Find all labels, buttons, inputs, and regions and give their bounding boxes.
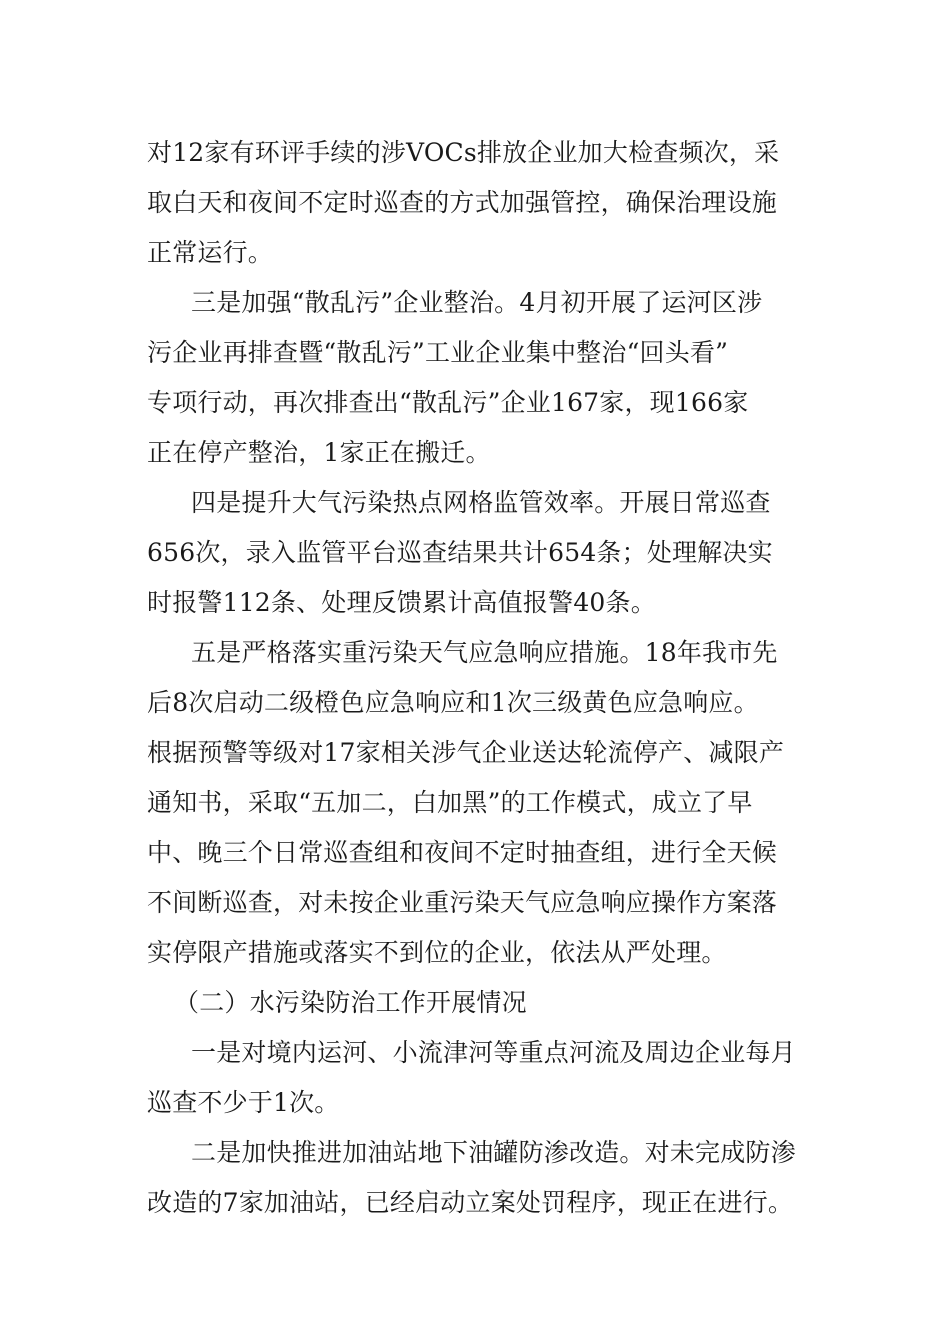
text-line: 通知书，采取“五加二，白加黑”的工作模式，成立了早: [147, 788, 753, 817]
text-line: 对12家有环评手续的涉VOCs排放企业加大检查频次，采: [147, 138, 780, 167]
text-line: 后8次启动二级橙色应急响应和1次三级黄色应急响应。: [147, 688, 759, 717]
text-line: 取白天和夜间不定时巡查的方式加强管控，确保治理设施: [147, 188, 778, 217]
paragraph-water-two-start: 二是加快推进加油站地下油罐防渗改造。对未完成防渗: [191, 1138, 796, 1167]
text-line: 污企业再排查暨“散乱污”工业企业集中整治“回头看”: [147, 338, 729, 367]
text-line: 改造的7家加油站，已经启动立案处罚程序，现正在进行。: [147, 1188, 794, 1217]
text-line: 时报警112条、处理反馈累计高值报警40条。: [147, 588, 656, 617]
text-line: 中、晚三个日常巡查组和夜间不定时抽查组，进行全天候: [147, 838, 778, 867]
text-line: 正常运行。: [147, 238, 274, 267]
text-line: 根据预警等级对17家相关涉气企业送达轮流停产、减限产: [147, 738, 785, 767]
paragraph-four-start: 四是提升大气污染热点网格监管效率。开展日常巡查: [191, 488, 771, 517]
text-line: 专项行动，再次排查出“散乱污”企业167家，现166家: [147, 388, 749, 417]
section-heading-water: （二）水污染防治工作开展情况: [174, 988, 527, 1017]
text-line: 不间断巡查，对未按企业重污染天气应急响应操作方案落: [147, 888, 778, 917]
paragraph-five-start: 五是严格落实重污染天气应急响应措施。18年我市先: [191, 638, 778, 667]
paragraph-three-start: 三是加强“散乱污”企业整治。4月初开展了运河区涉: [191, 288, 763, 317]
text-line: 巡查不少于1次。: [147, 1088, 340, 1117]
document-body: [147, 128, 812, 1228]
text-line: 正在停产整治，1家正在搬迁。: [147, 438, 491, 467]
text-line: 实停限产措施或落实不到位的企业，依法从严处理。: [147, 938, 727, 967]
text-line: 656次，录入监管平台巡查结果共计654条；处理解决实: [147, 538, 773, 567]
paragraph-water-one-start: 一是对境内运河、小流津河等重点河流及周边企业每月: [191, 1038, 796, 1067]
